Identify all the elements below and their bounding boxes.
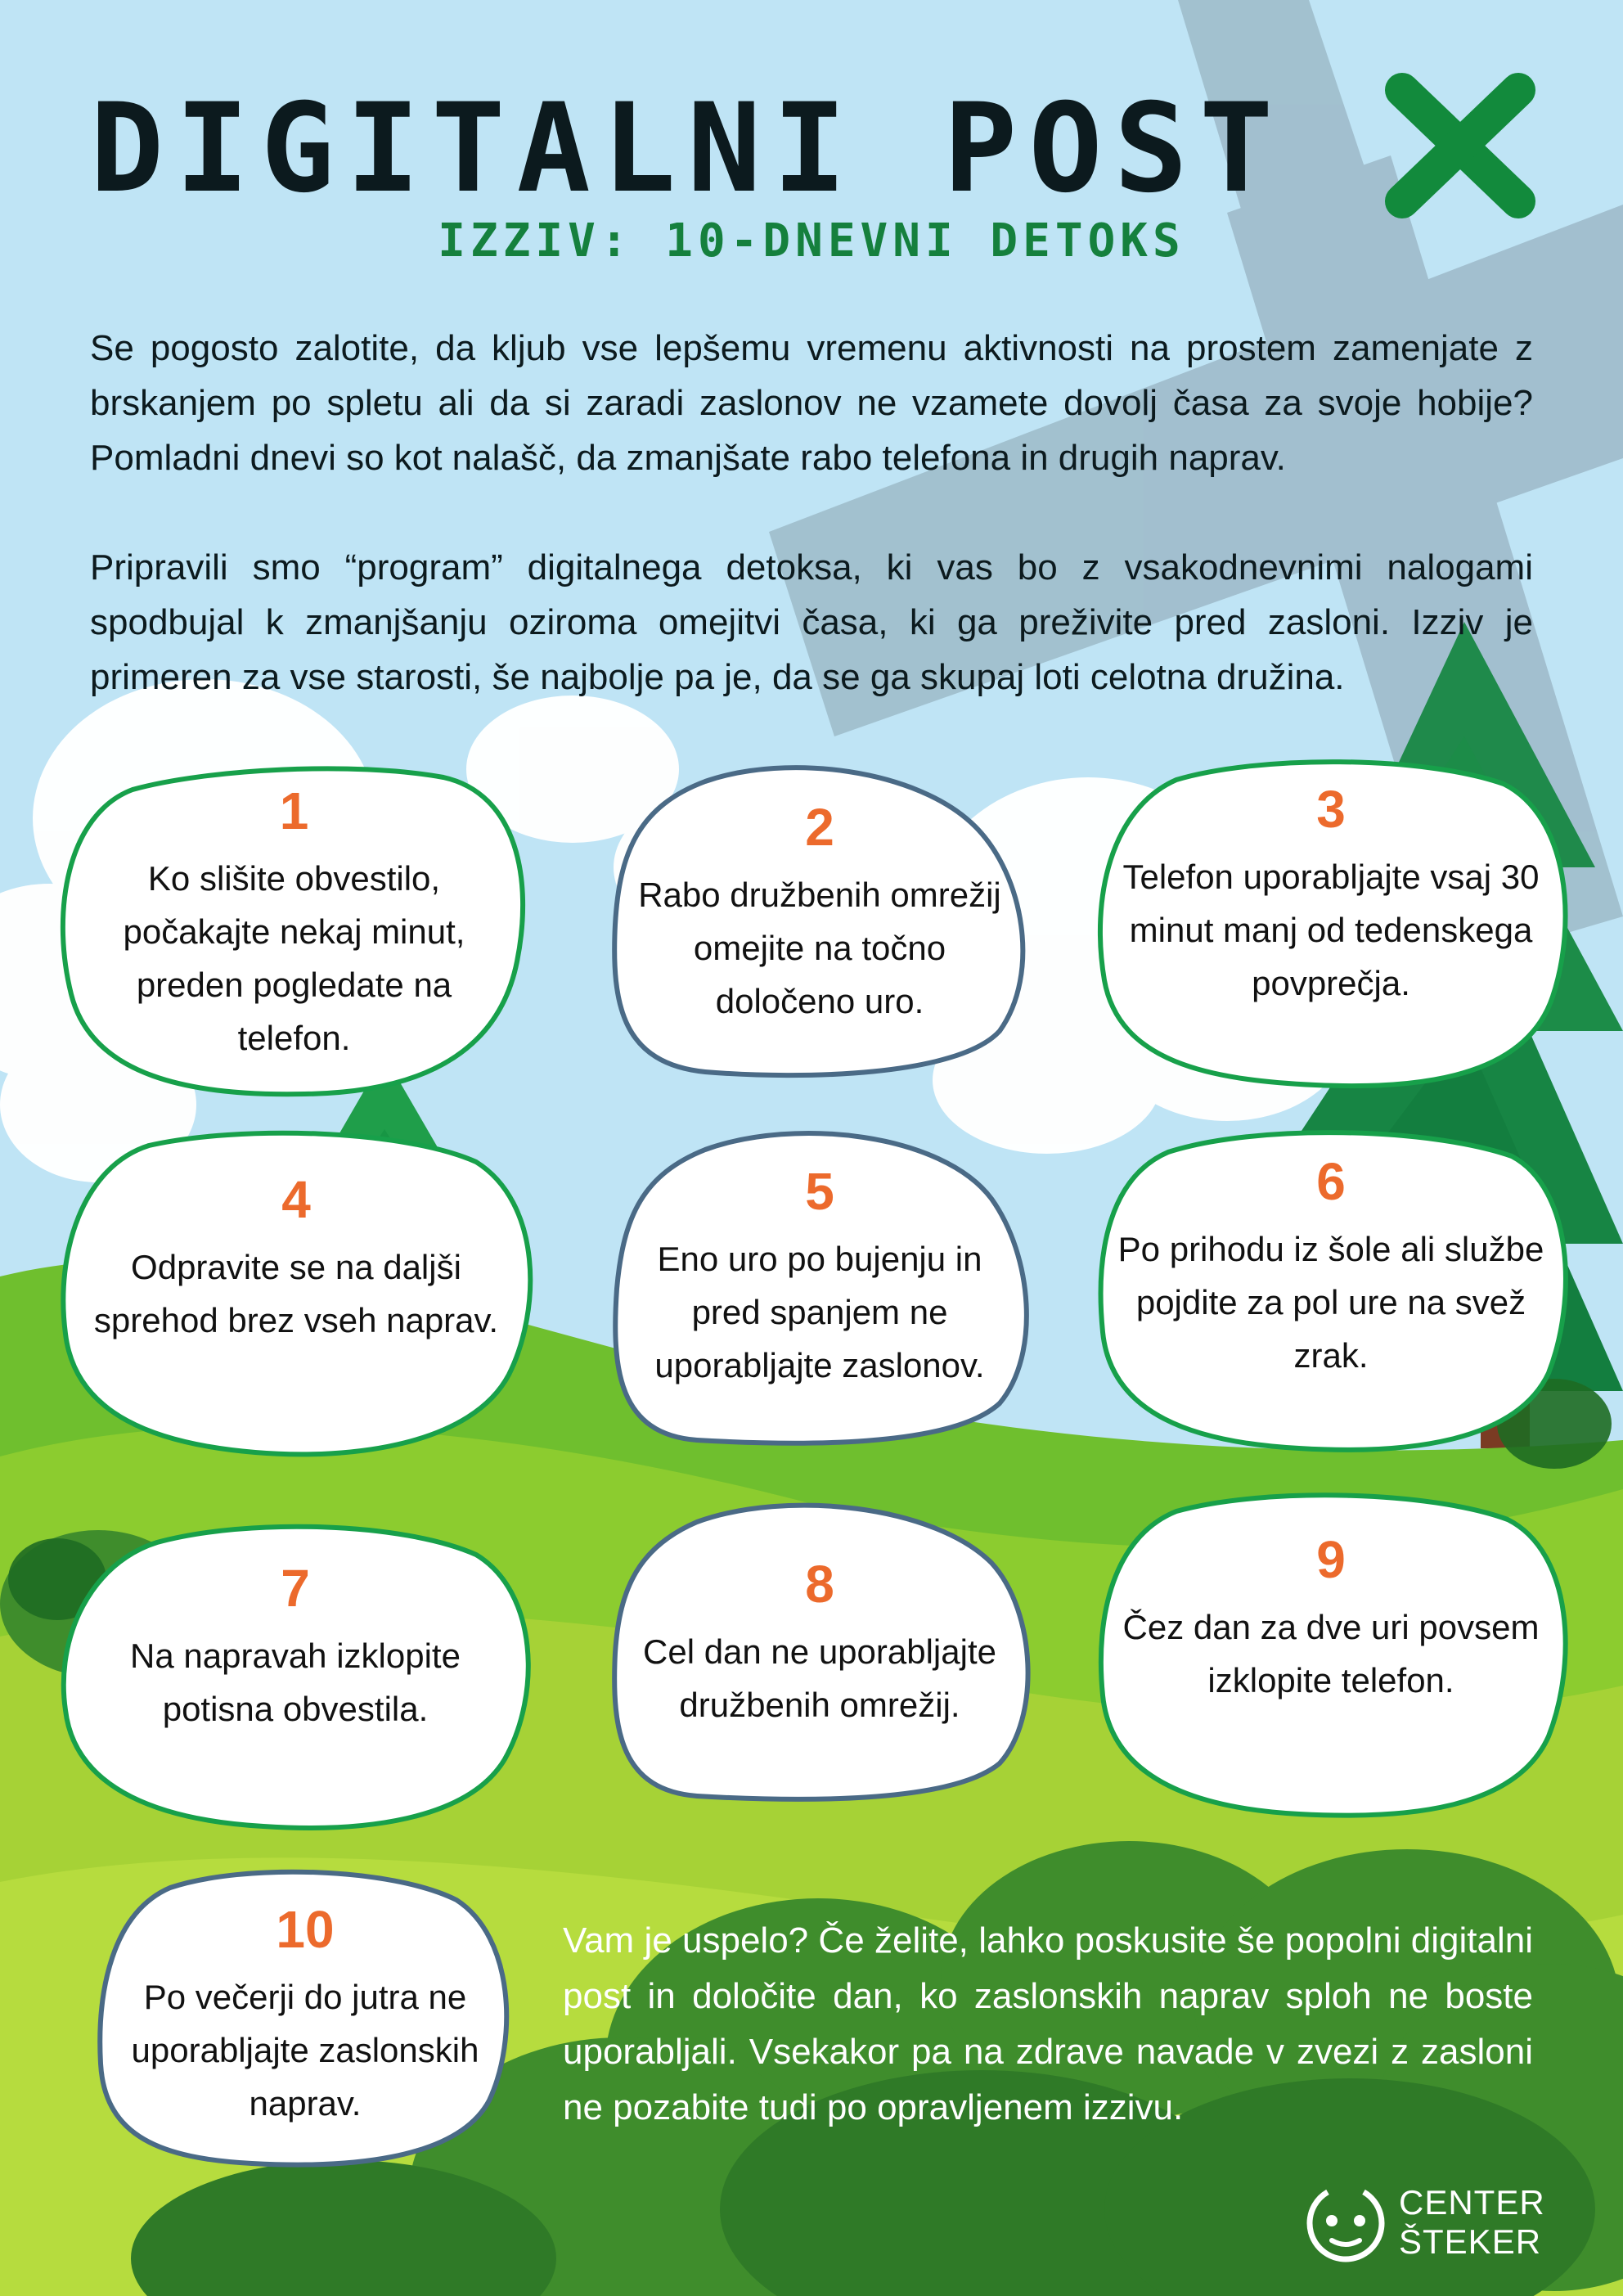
task-text: Eno uro po bujenju in pred spanjem ne uporabljajte zaslonov.	[654, 1240, 985, 1384]
task-bubble-8	[607, 1497, 1032, 1800]
task-bubble-2	[607, 761, 1032, 1076]
logo-line-2: ŠTEKER	[1399, 2222, 1542, 2261]
task-text: Ko slišite obvestilo, počakajte nekaj minut, preden pogledate na telefon.	[123, 859, 465, 1057]
task-text: Cel dan ne uporabljajte družbenih omrežij.	[643, 1632, 996, 1724]
task-number: 10	[276, 1900, 335, 1959]
task-number: 4	[281, 1170, 311, 1229]
logo-line-1: CENTER	[1399, 2183, 1545, 2222]
task-number: 9	[1316, 1530, 1346, 1589]
center-steker-logo	[1301, 2178, 1545, 2268]
task-text: Po prihodu iz šole ali službe pojdite za pol ure na svež zrak.	[1117, 1230, 1544, 1375]
task-bubble-4	[59, 1129, 533, 1456]
task-text: Rabo družbenih omrežij omejite na točno določeno uro.	[638, 876, 1001, 1020]
task-bubble-1	[59, 765, 529, 1096]
task-number: 6	[1316, 1152, 1346, 1211]
intro-paragraph-1: Se pogosto zalotite, da kljub vse lepšemu vremenu aktivnosti na prostem zamenjate z brskanjem po spletu ali da si zaradi zaslonov ne vzamete dovolj časa za svoje hobije? Pomladni dnevi so kot nalašč, da zmanjšate rabo telefona in drugih naprav.	[90, 328, 1533, 478]
task-number: 3	[1316, 780, 1346, 839]
task-number: 1	[279, 781, 309, 840]
task-bubble-9	[1095, 1491, 1567, 1817]
task-text: Telefon uporabljajte vsaj 30 minut manj od tedenskega povprečja.	[1122, 858, 1540, 1002]
task-bubble-7	[59, 1522, 532, 1829]
page-title: DIGITALNI POST	[90, 78, 1285, 220]
task-number: 7	[281, 1559, 310, 1618]
task-text: Po večerji do jutra ne uporabljajte zaslonskih naprav.	[131, 1978, 479, 2123]
page-subtitle: IZZIV: 10-DNEVNI DETOKS	[438, 214, 1185, 268]
title-x-icon	[1382, 72, 1538, 219]
task-text: Čez dan za dve uri povsem izklopite telefon.	[1122, 1608, 1540, 1699]
task-bubble-3	[1095, 759, 1567, 1087]
task-number: 2	[805, 798, 834, 857]
task-bubble-5	[607, 1125, 1032, 1444]
intro-paragraph-2: Pripravili smo “program” digitalnega detoksa, ki vas bo z vsakodnevnimi nalogami spodbujal k zmanjšanju oziroma omejitvi časa, ki ga preživite pred zasloni. Izziv je primeren za vse starosti, še najbolje pa je, da se ga skupaj loti celotna družina.	[90, 547, 1533, 697]
task-text: Odpravite se na daljši sprehod brez vseh naprav.	[93, 1248, 499, 1339]
task-number: 5	[805, 1162, 834, 1221]
closing-paragraph: Vam je uspelo? Če želite, lahko poskusite še popolni digitalni post in določite dan, ko zaslonskih naprav sploh ne boste uporabljali. Vsekakor pa na zdrave navade v zvezi z zasloni ne pozabite tudi po opravljenem izzivu.	[563, 1920, 1533, 2127]
plug-icon	[1301, 2178, 1391, 2268]
task-bubble-6	[1095, 1128, 1567, 1451]
task-bubble-10	[97, 1867, 514, 2166]
task-number: 8	[805, 1555, 834, 1614]
task-text: Na napravah izklopite potisna obvestila.	[130, 1636, 461, 1728]
